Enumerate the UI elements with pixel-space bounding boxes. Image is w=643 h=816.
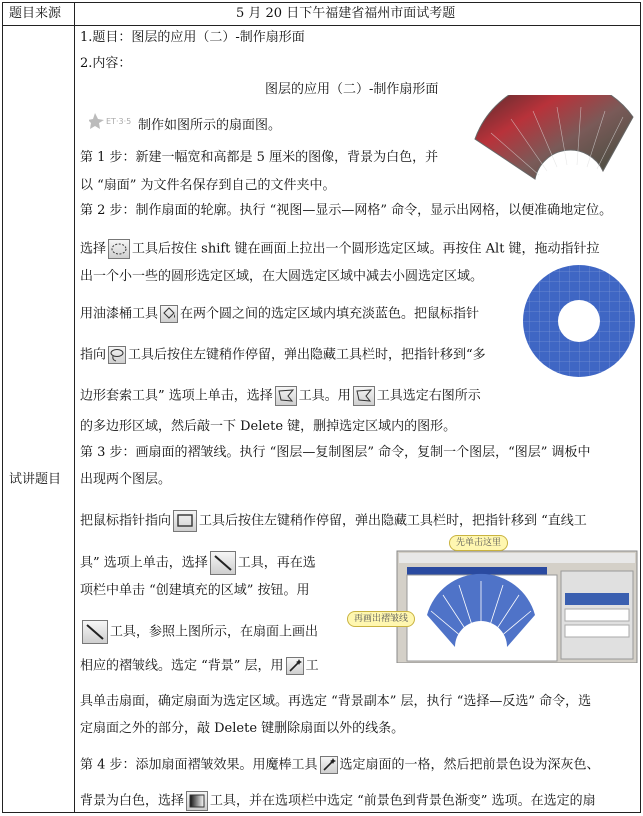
line-4-b: 工具后按住 shift 键在画面上拉出一个圆形选定区域。再按住 Alt 键，拖动指针拉 xyxy=(132,241,600,257)
line-6-b: 在两个圆之间的选定区域内填充淡蓝色。把鼠标指针 xyxy=(180,306,480,322)
header-divider xyxy=(3,25,640,26)
source-label: 题目来源 xyxy=(9,6,62,21)
photoshop-screenshot xyxy=(347,531,639,663)
row-label: 试讲题目 xyxy=(9,472,62,487)
line-tool-icon-2 xyxy=(82,620,108,644)
line-5: 出一个小一些的圆形选定区域，在大圆选定区域中减去小圆选定区域。 xyxy=(80,269,484,284)
line-16-b: 工 xyxy=(305,658,319,674)
line-12 xyxy=(80,510,587,532)
line-4 xyxy=(80,239,600,259)
line-16 xyxy=(80,657,319,676)
line-9: 的多边形区域，然后敲一下 Delete 键，删掉选定区域内的图形。 xyxy=(80,419,457,434)
line-4-a: 选择 xyxy=(80,241,107,257)
line-8 xyxy=(80,386,481,406)
line-18: 定扇面之外的部分，敲 Delete 键删除扇面以外的线条。 xyxy=(80,721,405,736)
line-8-b: 工具。用 xyxy=(298,388,351,404)
line-12-b: 工具后按住左键稍作停留，弹出隐藏工具栏时，把指针移到 “直线工 xyxy=(199,513,587,529)
line-13-a: 具” 选项上单击，选择 xyxy=(80,555,208,571)
callout-left: 再画出褶皱线 xyxy=(347,611,415,627)
paint-bucket-icon xyxy=(160,305,178,323)
line-16-a: 相应的褶皱线。选定 “背景” 层，用 xyxy=(80,658,284,674)
lasso-icon xyxy=(108,346,126,364)
line-15 xyxy=(80,620,318,644)
polygonal-lasso-icon xyxy=(275,386,297,406)
rectangle-tool-icon xyxy=(173,510,197,532)
line-2: 以 “扇面” 为文件名保存到自己的文件夹中。 xyxy=(80,178,336,193)
line-15-text: 工具，参照上图所示，在扇面上画出 xyxy=(110,624,319,640)
line-19-a: 第 4 步：添加扇面褶皱效果。用魔棒工具 xyxy=(80,757,318,773)
line-14: 项栏中单击 “创建填充的区域” 按钮。用 xyxy=(80,583,310,598)
line-13 xyxy=(80,551,316,575)
intro-line-2: 2.内容： xyxy=(80,56,132,71)
exam-title: 5 月 20 日下午福建省福州市面试考题 xyxy=(236,6,456,21)
ring-figure xyxy=(519,261,639,381)
line-7-a: 指向 xyxy=(80,347,107,363)
elliptical-marquee-icon xyxy=(108,239,130,259)
line-tool-icon xyxy=(210,551,236,575)
line-7 xyxy=(80,346,486,365)
polygonal-lasso-icon-2 xyxy=(353,386,375,406)
line-19 xyxy=(80,756,600,775)
logo-watermark-text: ET·3·5 xyxy=(106,117,132,126)
intro-line-1: 1.题目：图层的应用（二）-制作扇形面 xyxy=(80,30,305,45)
line-10: 第 3 步：画扇面的褶皱线。执行 “图层—复制图层” 命令，复制一个图层，“图层” 调板中 xyxy=(80,445,591,460)
line-20-a: 背景为白色，选择 xyxy=(80,793,185,809)
lesson-title: 图层的应用（二）-制作扇形面 xyxy=(265,82,439,97)
magic-wand-icon xyxy=(286,657,304,675)
gradient-tool-icon xyxy=(186,791,208,811)
column-divider xyxy=(74,3,75,812)
line-1: 第 1 步：新建一幅宽和高都是 5 厘米的图像，背景为白色，并 xyxy=(80,150,439,165)
line-7-b: 工具后按住左键稍作停留，弹出隐藏工具栏时，把指针移到“多 xyxy=(128,347,486,363)
line-8-a: 边形套索工具” 选项上单击，选择 xyxy=(80,388,273,404)
callout-top: 先单击这里 xyxy=(449,535,508,551)
line-11: 出现两个图层。 xyxy=(80,472,172,487)
magic-wand-icon-2 xyxy=(320,756,338,774)
line-8-c: 工具选定右图所示 xyxy=(376,388,481,404)
line-19-b: 选定扇面的一格，然后把前景色设为深灰色、 xyxy=(339,757,600,773)
line-3: 第 2 步：制作扇面的轮廓。执行 “视图—显示—网格” 命令，显示出网格，以便准确地定位。 xyxy=(80,203,613,218)
line-20 xyxy=(80,791,596,811)
line-6-a: 用油漆桶工具 xyxy=(80,306,159,322)
line-13-b: 工具，再在选 xyxy=(237,555,316,571)
fan-photo xyxy=(471,95,639,187)
line-6 xyxy=(80,305,479,324)
logo-watermark xyxy=(89,109,135,131)
line-20-b: 工具，并在选项栏中选定 “前景色到背景色渐变” 选项。在选定的扇 xyxy=(210,793,596,809)
line-12-a: 把鼠标指针指向 xyxy=(80,513,172,529)
line-17: 具单击扇面，确定扇面为选定区域。再选定 “背景副本” 层，执行 “选择—反选” 命令，选 xyxy=(80,694,592,709)
exam-table xyxy=(2,2,641,813)
line-intro: 制作如图所示的扇面图。 xyxy=(138,118,282,133)
